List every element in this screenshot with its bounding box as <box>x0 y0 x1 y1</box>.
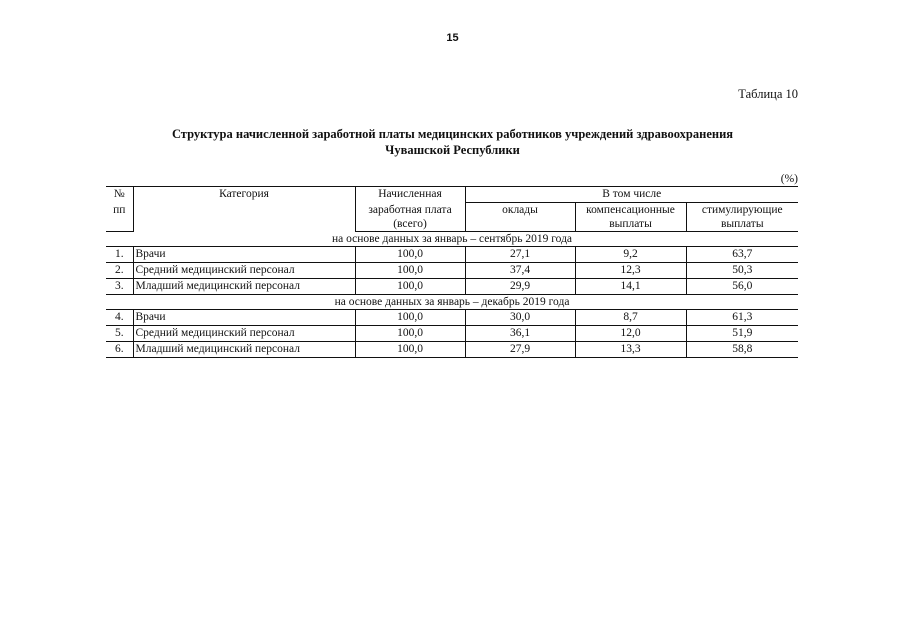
header-row-1 <box>106 187 798 203</box>
row-num: 2. <box>106 263 133 279</box>
header-incentive-line-1: стимулирующие <box>701 204 783 216</box>
section-row <box>106 295 798 310</box>
row-compensation: 9,2 <box>575 247 686 263</box>
table-title <box>0 126 905 158</box>
header-total-line-2: заработная плата <box>355 203 465 218</box>
row-compensation: 12,3 <box>575 263 686 279</box>
row-total: 100,0 <box>355 342 465 358</box>
header-num-line-2: пп <box>106 203 133 218</box>
table-title-line-1: Структура начисленной заработной платы медицинских работников учреждений здравоохранения <box>171 127 734 141</box>
header-salary: оклады <box>465 203 575 218</box>
row-category: Средний медицинский персонал <box>133 326 355 342</box>
row-salary: 36,1 <box>465 326 575 342</box>
row-incentive: 50,3 <box>686 263 798 279</box>
row-total: 100,0 <box>355 279 465 295</box>
row-salary: 30,0 <box>465 310 575 326</box>
header-category: Категория <box>133 187 355 232</box>
header-compensation-line-2: выплаты <box>575 217 686 232</box>
header-incentive-line-2: выплаты <box>686 217 798 232</box>
row-num: 5. <box>106 326 133 342</box>
header-num: № <box>106 187 133 203</box>
table-row <box>106 279 798 295</box>
row-incentive: 51,9 <box>686 326 798 342</box>
row-num: 1. <box>106 247 133 263</box>
table-title-line-2: Чувашской Республики <box>385 143 520 157</box>
header-total-line-1: Начисленная <box>355 187 465 203</box>
row-category: Младший медицинский персонал <box>133 342 355 358</box>
row-category: Средний медицинский персонал <box>133 263 355 279</box>
table-row <box>106 247 798 263</box>
row-total: 100,0 <box>355 263 465 279</box>
unit-label: (%) <box>780 173 798 185</box>
section-title: на основе данных за январь – декабрь 2019 года <box>106 295 798 310</box>
header-compensation-line-1: компенсационные <box>575 203 686 218</box>
row-compensation: 14,1 <box>575 279 686 295</box>
row-num: 3. <box>106 279 133 295</box>
table-row <box>106 326 798 342</box>
table-row <box>106 310 798 326</box>
row-compensation: 12,0 <box>575 326 686 342</box>
table-label: Таблица 10 <box>738 87 798 101</box>
page-number: 15 <box>446 32 459 44</box>
row-salary: 27,9 <box>465 342 575 358</box>
row-compensation: 13,3 <box>575 342 686 358</box>
row-total: 100,0 <box>355 247 465 263</box>
row-total: 100,0 <box>355 326 465 342</box>
salary-structure-table <box>106 186 798 358</box>
row-category: Младший медицинский персонал <box>133 279 355 295</box>
row-num: 4. <box>106 310 133 326</box>
row-incentive: 61,3 <box>686 310 798 326</box>
row-salary: 27,1 <box>465 247 575 263</box>
row-salary: 37,4 <box>465 263 575 279</box>
section-row <box>106 232 798 247</box>
row-total: 100,0 <box>355 310 465 326</box>
header-total-line-3: (всего) <box>355 217 465 232</box>
table-row <box>106 263 798 279</box>
header-including: В том числе <box>465 187 798 203</box>
section-title: на основе данных за январь – сентябрь 2019 года <box>106 232 798 247</box>
row-category: Врачи <box>133 247 355 263</box>
row-num: 6. <box>106 342 133 358</box>
table-row <box>106 342 798 358</box>
row-incentive: 58,8 <box>686 342 798 358</box>
row-incentive: 63,7 <box>686 247 798 263</box>
row-category: Врачи <box>133 310 355 326</box>
row-salary: 29,9 <box>465 279 575 295</box>
row-incentive: 56,0 <box>686 279 798 295</box>
row-compensation: 8,7 <box>575 310 686 326</box>
